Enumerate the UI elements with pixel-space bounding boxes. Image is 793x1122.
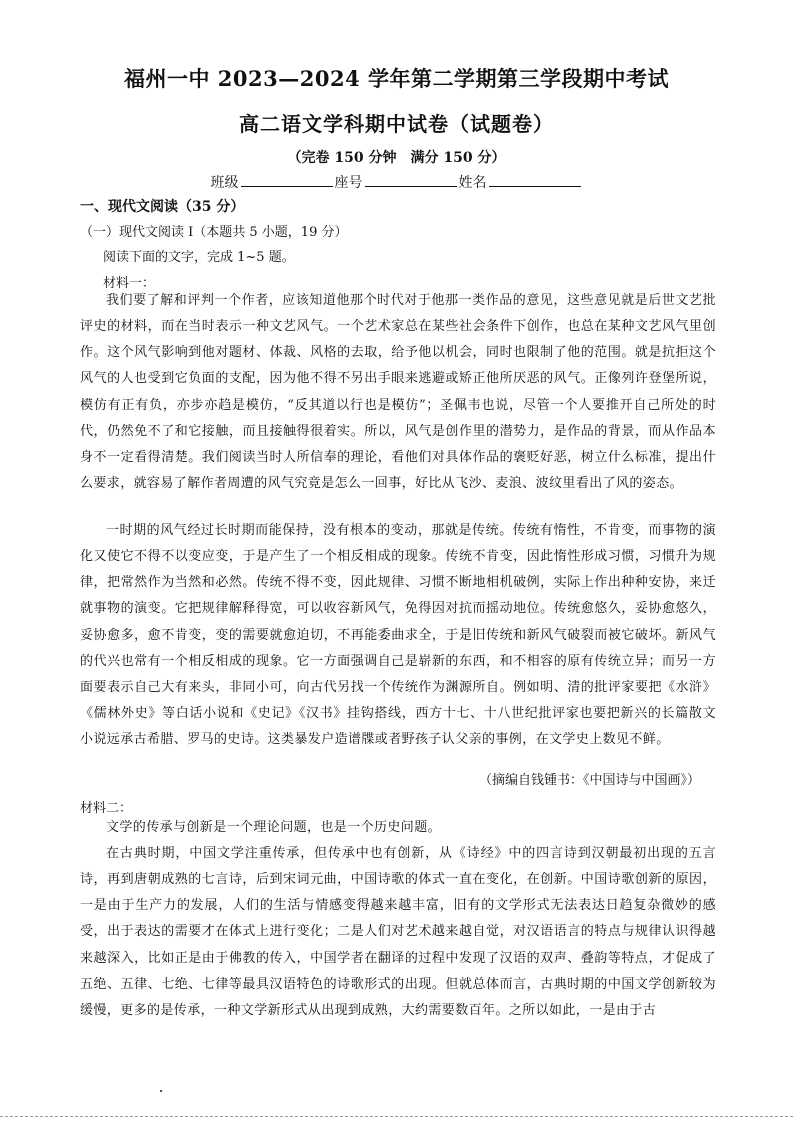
material-one-label: 材料一： [103,276,156,291]
paragraph-text: 一时期的风气经过长时期而能保持，没有根本的变动，那就是传统。传统有惰性，不肯变，而事物的演化又使它不得不以变应变，于是产生了一个相反相成的现象。传统不肯变，因此惰性形成习惯，习惯升为规律，把常然作为当然和必然。传统不得不变，因此规律、习惯不断地相机破例，实际上作出种种安协，来迁就事物的演变。它把规律解释得宽，可以收容新风气，免得因对抗而摇动地位。传统愈悠久，妥协愈悠久，妥协愈多，愈不肯变，变的需要就愈迫切，不再能委曲求全，于是旧传统和新风气破裂而被它破坏。新风气的代兴也常有一个相反相成的现象。它一方面强调自己是崭新的东西，和不相容的原有传统立异；而另一方面要表示自己大有来头，非同小可，向古代另找一个传统作为渊源所自。例如明、清的批评家要把《水浒》《儒林外史》等白话小说和《史记》《汉书》挂钩搭线，西方十七、十八世纪批评家也要把新兴的长篇散文小说远承古希腊、罗马的史诗。这类暴发户造谱牒或者野孩子认父亲的事例，在文学史上数见不鲜。 [80,523,716,748]
name-label: 姓名 [458,175,487,191]
material-one-paragraph-2 [80,518,716,753]
subsection-heading: （一）现代文阅读 I（本题共 5 小题，19 分） [80,225,348,240]
source-citation: （摘编自钱锺书：《中国诗与中国画》） [478,773,700,788]
material-two-label: 材料二： [80,801,133,816]
material-one-paragraph-1 [80,288,716,497]
reading-instruction: 阅读下面的文字，完成 1~5 题。 [103,250,295,265]
page-mark [160,1090,162,1092]
seat-label: 座号 [334,175,363,191]
exam-subtitle: 高二语文学科期中试卷（试题卷） [239,112,554,136]
exam-time-score: （完卷 150 分钟 满分 150 分） [287,150,506,166]
material-two-paragraph-2 [80,841,716,1024]
paragraph-text: 在古典时期，中国文学注重传承，但传承中也有创新，从《诗经》中的四言诗到汉朝最初出现的五言诗，再到唐朝成熟的七言诗，后到宋词元曲，中国诗歌的体式一直在变化，在创新。中国诗歌创新的原因，一是由于生产力的发展，人们的生活与情感变得越来越丰富，旧有的文学形式无法表达日趋复杂微妙的感受，出于表达的需要才在体式上进行变化；二是人们对艺术越来越自觉，对汉语语言的特点与规律认识得越来越深入，比如正是由于佛教的传入，中国学者在翻译的过程中发现了汉语的双声、叠韵等特点，才促成了五绝、五律、七绝、七律等最具汉语特色的诗歌形式的出现。但就总体而言，古典时期的中国文学创新较为缓慢，更多的是传承，一种文学新形式从出现到成熟，大约需要数百年。之所以如此，一是由于古 [80,846,716,1018]
exam-title: 福州一中 2023—2024 学年第二学期第三学段期中考试 [123,66,669,91]
paragraph-text: 我们要了解和评判一个作者，应该知道他那个时代对于他那一类作品的意见，这些意见就是后世文艺批评史的材料，而在当时表示一种文艺风气。一个艺术家总在某些社会条件下创作，也总在某种文艺风气里创作。这个风气影响到他对题材、体裁、风格的去取，给予他以机会，同时也限制了他的范围。就是抗拒这个风气的人也受到它负面的支配，因为他不得不另出手眼来逃避或矫正他所厌恶的风气。正像列许登堡所说，模仿有正有负，亦步亦趋是模仿，“反其道以行也是模仿”；圣佩韦也说，尽管一个人要推开自己所处的时代，仍然免不了和它接触，而且接触得很着实。所以，风气是创作里的潜势力，是作品的背景，而从作品本身不一定看得清楚。我们阅读当时人所信奉的理论，看他们对具体作品的褒贬好恶，树立什么标准，提出什么要求，就容易了解作者周遭的风气究竟是怎么一回事，好比从飞沙、麦浪、波纹里看出了风的姿态。 [80,293,716,492]
section-heading: 一、现代文阅读（35 分） [80,199,245,215]
page-bottom-border [0,1116,793,1117]
student-info-line [0,172,793,192]
paragraph-text: 文学的传承与创新是一个理论问题，也是一个历史问题。 [106,820,442,835]
class-label: 班级 [210,175,239,191]
name-blank [489,173,581,187]
class-blank [241,173,333,187]
seat-blank [365,173,457,187]
material-two-paragraph-1 [80,815,716,841]
